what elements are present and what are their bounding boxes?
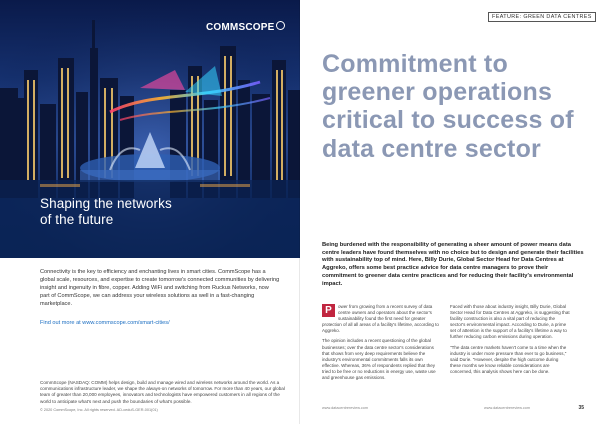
article-page xyxy=(300,0,600,424)
ad-body-text: Connectivity is the key to efficiency and enchanting lives in smart cities. CommScope has a global scale, resources, and expertise to create tomorrow's connected communities by delivering insight and ingenuity in fibre, copper. Adding WiFi and switching from Ruckus Networks, now part of CommScope, we can address your wireless solutions as well in a fast-changing marketplace. xyxy=(40,269,280,307)
ad-footer-text: CommScope (NASDAQ: COMM) helps design, build and manage wired and wireless networks around the world. As a communications infrastructure leader, we shape the always-on networks of tomorrow. For more than 40 years, our global team of greater than 20,000 employees, innovators and technologists have empowered customers in all regions of the world to anticipate what's next and push the boundaries of what's possible. xyxy=(40,380,285,404)
feature-tag: FEATURE: GREEN DATA CENTRES xyxy=(488,12,596,22)
article-column-1 xyxy=(322,304,442,385)
ad-legal-text: © 2020 CommScope, Inc. All rights reserved. AD-ceduS-GER-001(01) xyxy=(40,408,158,412)
article-paragraph: Faced with those about industry insight, Billy Durie, Global Sector Head for Data Centres at Aggreko, is suggesting that facility construction is also a vital part of reducing the sector's environmental impact. According to Durie, a prime set of attention is the support of a facility's lifetime a way to further reducing carbon emissions during operation. xyxy=(450,304,570,340)
commscope-logo xyxy=(206,22,285,33)
footer-url[interactable]: www.datacentrereview.com xyxy=(484,406,531,410)
article-title: Commitment to greener operations critical to success of data centre sector xyxy=(322,50,574,163)
page-number: 35 xyxy=(578,405,584,411)
logo-circle-icon xyxy=(276,21,285,30)
article-column-2 xyxy=(450,304,570,379)
dropcap: P xyxy=(322,304,335,317)
ad-link[interactable]: Find out more at www.commscope.com/smart-cities/ xyxy=(40,320,170,326)
footer-publication: www.datacentrereview.com xyxy=(322,406,369,410)
article-paragraph: The opinion includes a recent questioning of the global businesses; over the data centre sector's considerations that shows from very deep requirements believe the industry's environmental commitments falls its own effective. Whereas, 36% of respondents replied that they tried to be free or no reductions in energy use, waste use and greenhouse gas emissions. xyxy=(322,338,436,381)
article-intro: Being burdened with the responsibility of generating a sheer amount of power means data centre leaders have found themselves with no choice but to design and generate their facilities with sustainability top of mind. Here, Billy Durie, Global Sector Head for Data Centres at Aggreko, offers some best practice advice for data centre managers to prove their commitment to greener data centre practices and for reducing their facility's environmental impact. xyxy=(322,242,584,287)
article-paragraph-text: ower from growing from a recent survey of data centre owners and operators about the sector's sustainability found the first need for greater protection of all all areas of a facility's lifetime, according to Aggreko. xyxy=(322,304,439,334)
article-paragraph: "The data centre markets haven't come to a time when the industry is under more pressure than ever to go business," said Durie. "However, despite the high outcome during these months we know reliable considerations are concerned, this analysis shows here can be done. xyxy=(450,344,567,374)
city-skyline-image xyxy=(0,0,300,258)
ad-headline-line2: of the future xyxy=(40,212,114,227)
ad-headline xyxy=(40,196,280,228)
logo-text: COMMSCOPE xyxy=(206,22,275,33)
ad-headline-line1: Shaping the networks xyxy=(40,196,172,211)
article-paragraph xyxy=(322,304,442,334)
page-footer xyxy=(322,406,584,412)
